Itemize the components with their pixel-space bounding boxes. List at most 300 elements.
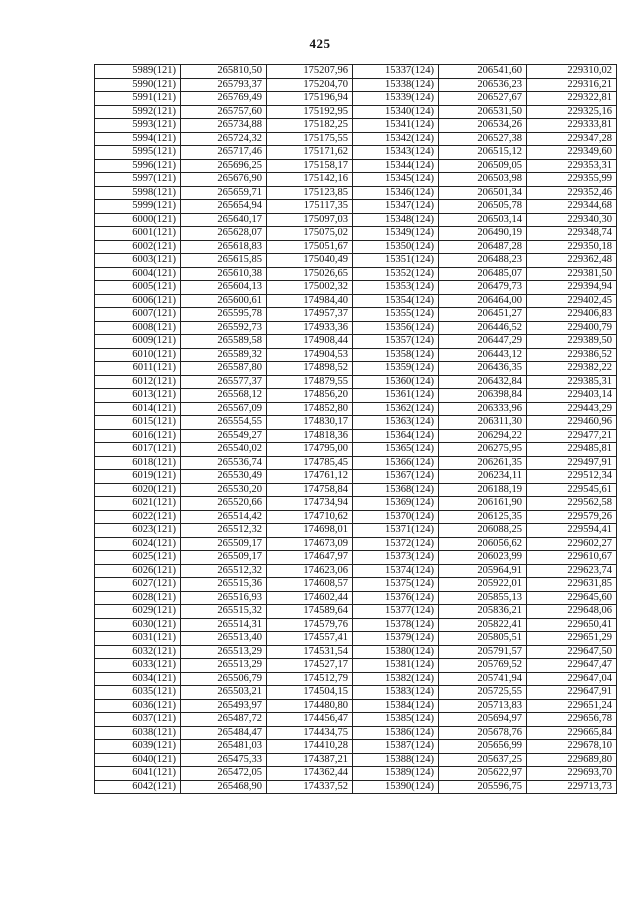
table-row [95,470,617,484]
x-coordinate-cell: 206311,30 [439,416,527,430]
y-coordinate-cell: 174527,17 [267,659,353,673]
y-coordinate-cell: 229579,26 [527,510,617,524]
x-coordinate-cell: 206023,99 [439,551,527,565]
x-coordinate-cell: 265769,49 [181,92,267,106]
point-id-cell: 15341(124) [353,119,439,133]
y-coordinate-cell: 175192,95 [267,105,353,119]
y-coordinate-cell: 229333,81 [527,119,617,133]
x-coordinate-cell: 265530,20 [181,483,267,497]
table-row [95,105,617,119]
point-id-cell: 15371(124) [353,524,439,538]
y-coordinate-cell: 174410,28 [267,740,353,754]
y-coordinate-cell: 229477,21 [527,429,617,443]
point-id-cell: 15380(124) [353,645,439,659]
y-coordinate-cell: 175207,96 [267,65,353,79]
point-id-cell: 6004(121) [95,267,181,281]
x-coordinate-cell: 205822,41 [439,618,527,632]
y-coordinate-cell: 175002,32 [267,281,353,295]
x-coordinate-cell: 205805,51 [439,632,527,646]
x-coordinate-cell: 265610,38 [181,267,267,281]
x-coordinate-cell: 206527,67 [439,92,527,106]
y-coordinate-cell: 174579,76 [267,618,353,632]
x-coordinate-cell: 265540,02 [181,443,267,457]
point-id-cell: 6005(121) [95,281,181,295]
point-id-cell: 15344(124) [353,159,439,173]
point-id-cell: 6007(121) [95,308,181,322]
x-coordinate-cell: 265676,90 [181,173,267,187]
y-coordinate-cell: 175123,85 [267,186,353,200]
x-coordinate-cell: 265512,32 [181,524,267,538]
y-coordinate-cell: 229340,30 [527,213,617,227]
point-id-cell: 15382(124) [353,672,439,686]
x-coordinate-cell: 265513,29 [181,659,267,673]
y-coordinate-cell: 229389,50 [527,335,617,349]
x-coordinate-cell: 265536,74 [181,456,267,470]
y-coordinate-cell: 229648,06 [527,605,617,619]
point-id-cell: 15357(124) [353,335,439,349]
y-coordinate-cell: 229647,04 [527,672,617,686]
y-coordinate-cell: 229352,46 [527,186,617,200]
point-id-cell: 15359(124) [353,362,439,376]
x-coordinate-cell: 206234,11 [439,470,527,484]
point-id-cell: 6037(121) [95,713,181,727]
point-id-cell: 5998(121) [95,186,181,200]
x-coordinate-cell: 205713,83 [439,699,527,713]
y-coordinate-cell: 174879,55 [267,375,353,389]
point-id-cell: 15388(124) [353,753,439,767]
page-number: 425 [309,36,331,51]
x-coordinate-cell: 205694,97 [439,713,527,727]
y-coordinate-cell: 229689,80 [527,753,617,767]
y-coordinate-cell: 229623,74 [527,564,617,578]
x-coordinate-cell: 265472,05 [181,767,267,781]
y-coordinate-cell: 229406,83 [527,308,617,322]
table-row [95,497,617,511]
y-coordinate-cell: 175158,17 [267,159,353,173]
x-coordinate-cell: 265493,97 [181,699,267,713]
x-coordinate-cell: 265509,17 [181,551,267,565]
point-id-cell: 15339(124) [353,92,439,106]
table-row [95,119,617,133]
y-coordinate-cell: 175051,67 [267,240,353,254]
x-coordinate-cell: 206294,22 [439,429,527,443]
point-id-cell: 15352(124) [353,267,439,281]
x-coordinate-cell: 265549,27 [181,429,267,443]
y-coordinate-cell: 229403,14 [527,389,617,403]
y-coordinate-cell: 174933,36 [267,321,353,335]
x-coordinate-cell: 206488,23 [439,254,527,268]
x-coordinate-cell: 205964,91 [439,564,527,578]
point-id-cell: 15366(124) [353,456,439,470]
point-id-cell: 6013(121) [95,389,181,403]
x-coordinate-cell: 206505,78 [439,200,527,214]
point-id-cell: 6029(121) [95,605,181,619]
y-coordinate-cell: 175117,35 [267,200,353,214]
x-coordinate-cell: 265595,78 [181,308,267,322]
table-row [95,308,617,322]
x-coordinate-cell: 265628,07 [181,227,267,241]
y-coordinate-cell: 174362,44 [267,767,353,781]
x-coordinate-cell: 205791,57 [439,645,527,659]
x-coordinate-cell: 265513,29 [181,645,267,659]
x-coordinate-cell: 205678,76 [439,726,527,740]
y-coordinate-cell: 229316,21 [527,78,617,92]
x-coordinate-cell: 265503,21 [181,686,267,700]
point-id-cell: 5993(121) [95,119,181,133]
point-id-cell: 15374(124) [353,564,439,578]
x-coordinate-cell: 206088,25 [439,524,527,538]
table-row [95,65,617,79]
point-id-cell: 5995(121) [95,146,181,160]
table-row [95,726,617,740]
y-coordinate-cell: 175204,70 [267,78,353,92]
x-coordinate-cell: 206333,96 [439,402,527,416]
y-coordinate-cell: 229602,27 [527,537,617,551]
table-row [95,564,617,578]
x-coordinate-cell: 265515,36 [181,578,267,592]
point-id-cell: 6006(121) [95,294,181,308]
table-row [95,632,617,646]
point-id-cell: 15379(124) [353,632,439,646]
x-coordinate-cell: 265481,03 [181,740,267,754]
y-coordinate-cell: 229325,16 [527,105,617,119]
x-coordinate-cell: 206534,26 [439,119,527,133]
y-coordinate-cell: 174531,54 [267,645,353,659]
point-id-cell: 6011(121) [95,362,181,376]
y-coordinate-cell: 175075,02 [267,227,353,241]
x-coordinate-cell: 205622,97 [439,767,527,781]
x-coordinate-cell: 206503,14 [439,213,527,227]
y-coordinate-cell: 174589,64 [267,605,353,619]
y-coordinate-cell: 174908,44 [267,335,353,349]
y-coordinate-cell: 174480,80 [267,699,353,713]
point-id-cell: 15342(124) [353,132,439,146]
y-coordinate-cell: 174387,21 [267,753,353,767]
table-row [95,173,617,187]
y-coordinate-cell: 174673,09 [267,537,353,551]
x-coordinate-cell: 265509,17 [181,537,267,551]
point-id-cell: 6030(121) [95,618,181,632]
table-row [95,416,617,430]
x-coordinate-cell: 265810,50 [181,65,267,79]
table-row [95,510,617,524]
y-coordinate-cell: 175196,94 [267,92,353,106]
y-coordinate-cell: 175175,55 [267,132,353,146]
point-id-cell: 15376(124) [353,591,439,605]
table-row [95,578,617,592]
point-id-cell: 15383(124) [353,686,439,700]
point-id-cell: 6001(121) [95,227,181,241]
table-row [95,780,617,794]
y-coordinate-cell: 175142,16 [267,173,353,187]
point-id-cell: 15338(124) [353,78,439,92]
x-coordinate-cell: 265724,32 [181,132,267,146]
table-row [95,92,617,106]
point-id-cell: 6010(121) [95,348,181,362]
y-coordinate-cell: 229322,81 [527,92,617,106]
point-id-cell: 6015(121) [95,416,181,430]
y-coordinate-cell: 229381,50 [527,267,617,281]
x-coordinate-cell: 206501,34 [439,186,527,200]
table-row [95,605,617,619]
point-id-cell: 6031(121) [95,632,181,646]
point-id-cell: 6020(121) [95,483,181,497]
point-id-cell: 6038(121) [95,726,181,740]
y-coordinate-cell: 229460,96 [527,416,617,430]
y-coordinate-cell: 174710,62 [267,510,353,524]
y-coordinate-cell: 174456,47 [267,713,353,727]
x-coordinate-cell: 265640,17 [181,213,267,227]
point-id-cell: 5990(121) [95,78,181,92]
x-coordinate-cell: 206464,00 [439,294,527,308]
x-coordinate-cell: 205855,13 [439,591,527,605]
table-row [95,753,617,767]
table-row [95,132,617,146]
x-coordinate-cell: 265567,09 [181,402,267,416]
x-coordinate-cell: 205741,94 [439,672,527,686]
point-id-cell: 6016(121) [95,429,181,443]
y-coordinate-cell: 229713,73 [527,780,617,794]
y-coordinate-cell: 229347,28 [527,132,617,146]
x-coordinate-cell: 206451,27 [439,308,527,322]
table-row [95,159,617,173]
x-coordinate-cell: 206531,50 [439,105,527,119]
x-coordinate-cell: 206161,90 [439,497,527,511]
x-coordinate-cell: 206056,62 [439,537,527,551]
y-coordinate-cell: 175026,65 [267,267,353,281]
y-coordinate-cell: 229400,79 [527,321,617,335]
point-id-cell: 15360(124) [353,375,439,389]
point-id-cell: 6008(121) [95,321,181,335]
point-id-cell: 15375(124) [353,578,439,592]
x-coordinate-cell: 265514,31 [181,618,267,632]
point-id-cell: 6003(121) [95,254,181,268]
table-row [95,375,617,389]
point-id-cell: 15353(124) [353,281,439,295]
table-row [95,659,617,673]
point-id-cell: 6000(121) [95,213,181,227]
x-coordinate-cell: 265587,80 [181,362,267,376]
y-coordinate-cell: 229512,34 [527,470,617,484]
coordinates-table [94,64,617,794]
point-id-cell: 15343(124) [353,146,439,160]
y-coordinate-cell: 229362,48 [527,254,617,268]
x-coordinate-cell: 265475,33 [181,753,267,767]
y-coordinate-cell: 174898,52 [267,362,353,376]
point-id-cell: 15381(124) [353,659,439,673]
point-id-cell: 15346(124) [353,186,439,200]
point-id-cell: 15340(124) [353,105,439,119]
x-coordinate-cell: 205725,55 [439,686,527,700]
y-coordinate-cell: 229355,99 [527,173,617,187]
y-coordinate-cell: 174957,37 [267,308,353,322]
y-coordinate-cell: 229348,74 [527,227,617,241]
y-coordinate-cell: 174647,97 [267,551,353,565]
x-coordinate-cell: 265530,49 [181,470,267,484]
y-coordinate-cell: 229353,31 [527,159,617,173]
point-id-cell: 6021(121) [95,497,181,511]
y-coordinate-cell: 174761,12 [267,470,353,484]
y-coordinate-cell: 174785,45 [267,456,353,470]
x-coordinate-cell: 265757,60 [181,105,267,119]
y-coordinate-cell: 229645,60 [527,591,617,605]
x-coordinate-cell: 265568,12 [181,389,267,403]
point-id-cell: 6018(121) [95,456,181,470]
y-coordinate-cell: 174795,00 [267,443,353,457]
y-coordinate-cell: 174904,53 [267,348,353,362]
point-id-cell: 15386(124) [353,726,439,740]
point-id-cell: 6019(121) [95,470,181,484]
x-coordinate-cell: 205769,52 [439,659,527,673]
point-id-cell: 6023(121) [95,524,181,538]
table-row [95,294,617,308]
point-id-cell: 5997(121) [95,173,181,187]
point-id-cell: 5999(121) [95,200,181,214]
x-coordinate-cell: 265734,88 [181,119,267,133]
x-coordinate-cell: 206446,52 [439,321,527,335]
point-id-cell: 15361(124) [353,389,439,403]
table-row [95,348,617,362]
point-id-cell: 15337(124) [353,65,439,79]
point-id-cell: 5994(121) [95,132,181,146]
y-coordinate-cell: 229443,29 [527,402,617,416]
table-row [95,483,617,497]
x-coordinate-cell: 206515,12 [439,146,527,160]
table-row [95,78,617,92]
table-row [95,254,617,268]
y-coordinate-cell: 229647,50 [527,645,617,659]
table-row [95,281,617,295]
point-id-cell: 15367(124) [353,470,439,484]
point-id-cell: 6032(121) [95,645,181,659]
y-coordinate-cell: 174830,17 [267,416,353,430]
point-id-cell: 6035(121) [95,686,181,700]
x-coordinate-cell: 265589,32 [181,348,267,362]
y-coordinate-cell: 229650,41 [527,618,617,632]
x-coordinate-cell: 265659,71 [181,186,267,200]
x-coordinate-cell: 206509,05 [439,159,527,173]
y-coordinate-cell: 229665,84 [527,726,617,740]
x-coordinate-cell: 205596,75 [439,780,527,794]
x-coordinate-cell: 206125,35 [439,510,527,524]
y-coordinate-cell: 229310,02 [527,65,617,79]
x-coordinate-cell: 206398,84 [439,389,527,403]
y-coordinate-cell: 229385,31 [527,375,617,389]
x-coordinate-cell: 265484,47 [181,726,267,740]
point-id-cell: 6024(121) [95,537,181,551]
x-coordinate-cell: 265589,58 [181,335,267,349]
point-id-cell: 6014(121) [95,402,181,416]
x-coordinate-cell: 265513,40 [181,632,267,646]
x-coordinate-cell: 265592,73 [181,321,267,335]
point-id-cell: 15365(124) [353,443,439,457]
x-coordinate-cell: 265600,61 [181,294,267,308]
table-row [95,146,617,160]
x-coordinate-cell: 206479,73 [439,281,527,295]
table-row [95,672,617,686]
point-id-cell: 15387(124) [353,740,439,754]
table-row [95,429,617,443]
point-id-cell: 6026(121) [95,564,181,578]
point-id-cell: 5991(121) [95,92,181,106]
y-coordinate-cell: 229562,58 [527,497,617,511]
y-coordinate-cell: 174856,20 [267,389,353,403]
y-coordinate-cell: 229394,94 [527,281,617,295]
point-id-cell: 6034(121) [95,672,181,686]
x-coordinate-cell: 265604,13 [181,281,267,295]
y-coordinate-cell: 175097,03 [267,213,353,227]
point-id-cell: 15355(124) [353,308,439,322]
table-row [95,186,617,200]
table-row [95,213,617,227]
y-coordinate-cell: 229651,29 [527,632,617,646]
x-coordinate-cell: 206485,07 [439,267,527,281]
point-id-cell: 6025(121) [95,551,181,565]
y-coordinate-cell: 174734,94 [267,497,353,511]
x-coordinate-cell: 206188,19 [439,483,527,497]
x-coordinate-cell: 206432,84 [439,375,527,389]
y-coordinate-cell: 229631,85 [527,578,617,592]
point-id-cell: 5992(121) [95,105,181,119]
table-row [95,740,617,754]
y-coordinate-cell: 174818,36 [267,429,353,443]
y-coordinate-cell: 229693,70 [527,767,617,781]
y-coordinate-cell: 175040,49 [267,254,353,268]
y-coordinate-cell: 229386,52 [527,348,617,362]
point-id-cell: 15384(124) [353,699,439,713]
point-id-cell: 15370(124) [353,510,439,524]
point-id-cell: 15356(124) [353,321,439,335]
y-coordinate-cell: 229647,47 [527,659,617,673]
x-coordinate-cell: 265468,90 [181,780,267,794]
y-coordinate-cell: 229350,18 [527,240,617,254]
y-coordinate-cell: 174512,79 [267,672,353,686]
x-coordinate-cell: 206527,38 [439,132,527,146]
x-coordinate-cell: 265487,72 [181,713,267,727]
x-coordinate-cell: 265615,85 [181,254,267,268]
point-id-cell: 15358(124) [353,348,439,362]
point-id-cell: 6009(121) [95,335,181,349]
x-coordinate-cell: 206447,29 [439,335,527,349]
point-id-cell: 15378(124) [353,618,439,632]
table-row [95,200,617,214]
table-row [95,456,617,470]
x-coordinate-cell: 265515,32 [181,605,267,619]
y-coordinate-cell: 229656,78 [527,713,617,727]
y-coordinate-cell: 174337,52 [267,780,353,794]
table-row [95,767,617,781]
point-id-cell: 6042(121) [95,780,181,794]
point-id-cell: 15369(124) [353,497,439,511]
point-id-cell: 6036(121) [95,699,181,713]
point-id-cell: 5989(121) [95,65,181,79]
y-coordinate-cell: 174504,15 [267,686,353,700]
table-row [95,240,617,254]
x-coordinate-cell: 265717,46 [181,146,267,160]
point-id-cell: 6022(121) [95,510,181,524]
y-coordinate-cell: 174852,80 [267,402,353,416]
table-row [95,335,617,349]
point-id-cell: 15351(124) [353,254,439,268]
y-coordinate-cell: 229382,22 [527,362,617,376]
y-coordinate-cell: 174608,57 [267,578,353,592]
y-coordinate-cell: 174758,84 [267,483,353,497]
table-row [95,267,617,281]
x-coordinate-cell: 206503,98 [439,173,527,187]
point-id-cell: 6017(121) [95,443,181,457]
point-id-cell: 15345(124) [353,173,439,187]
y-coordinate-cell: 229344,68 [527,200,617,214]
